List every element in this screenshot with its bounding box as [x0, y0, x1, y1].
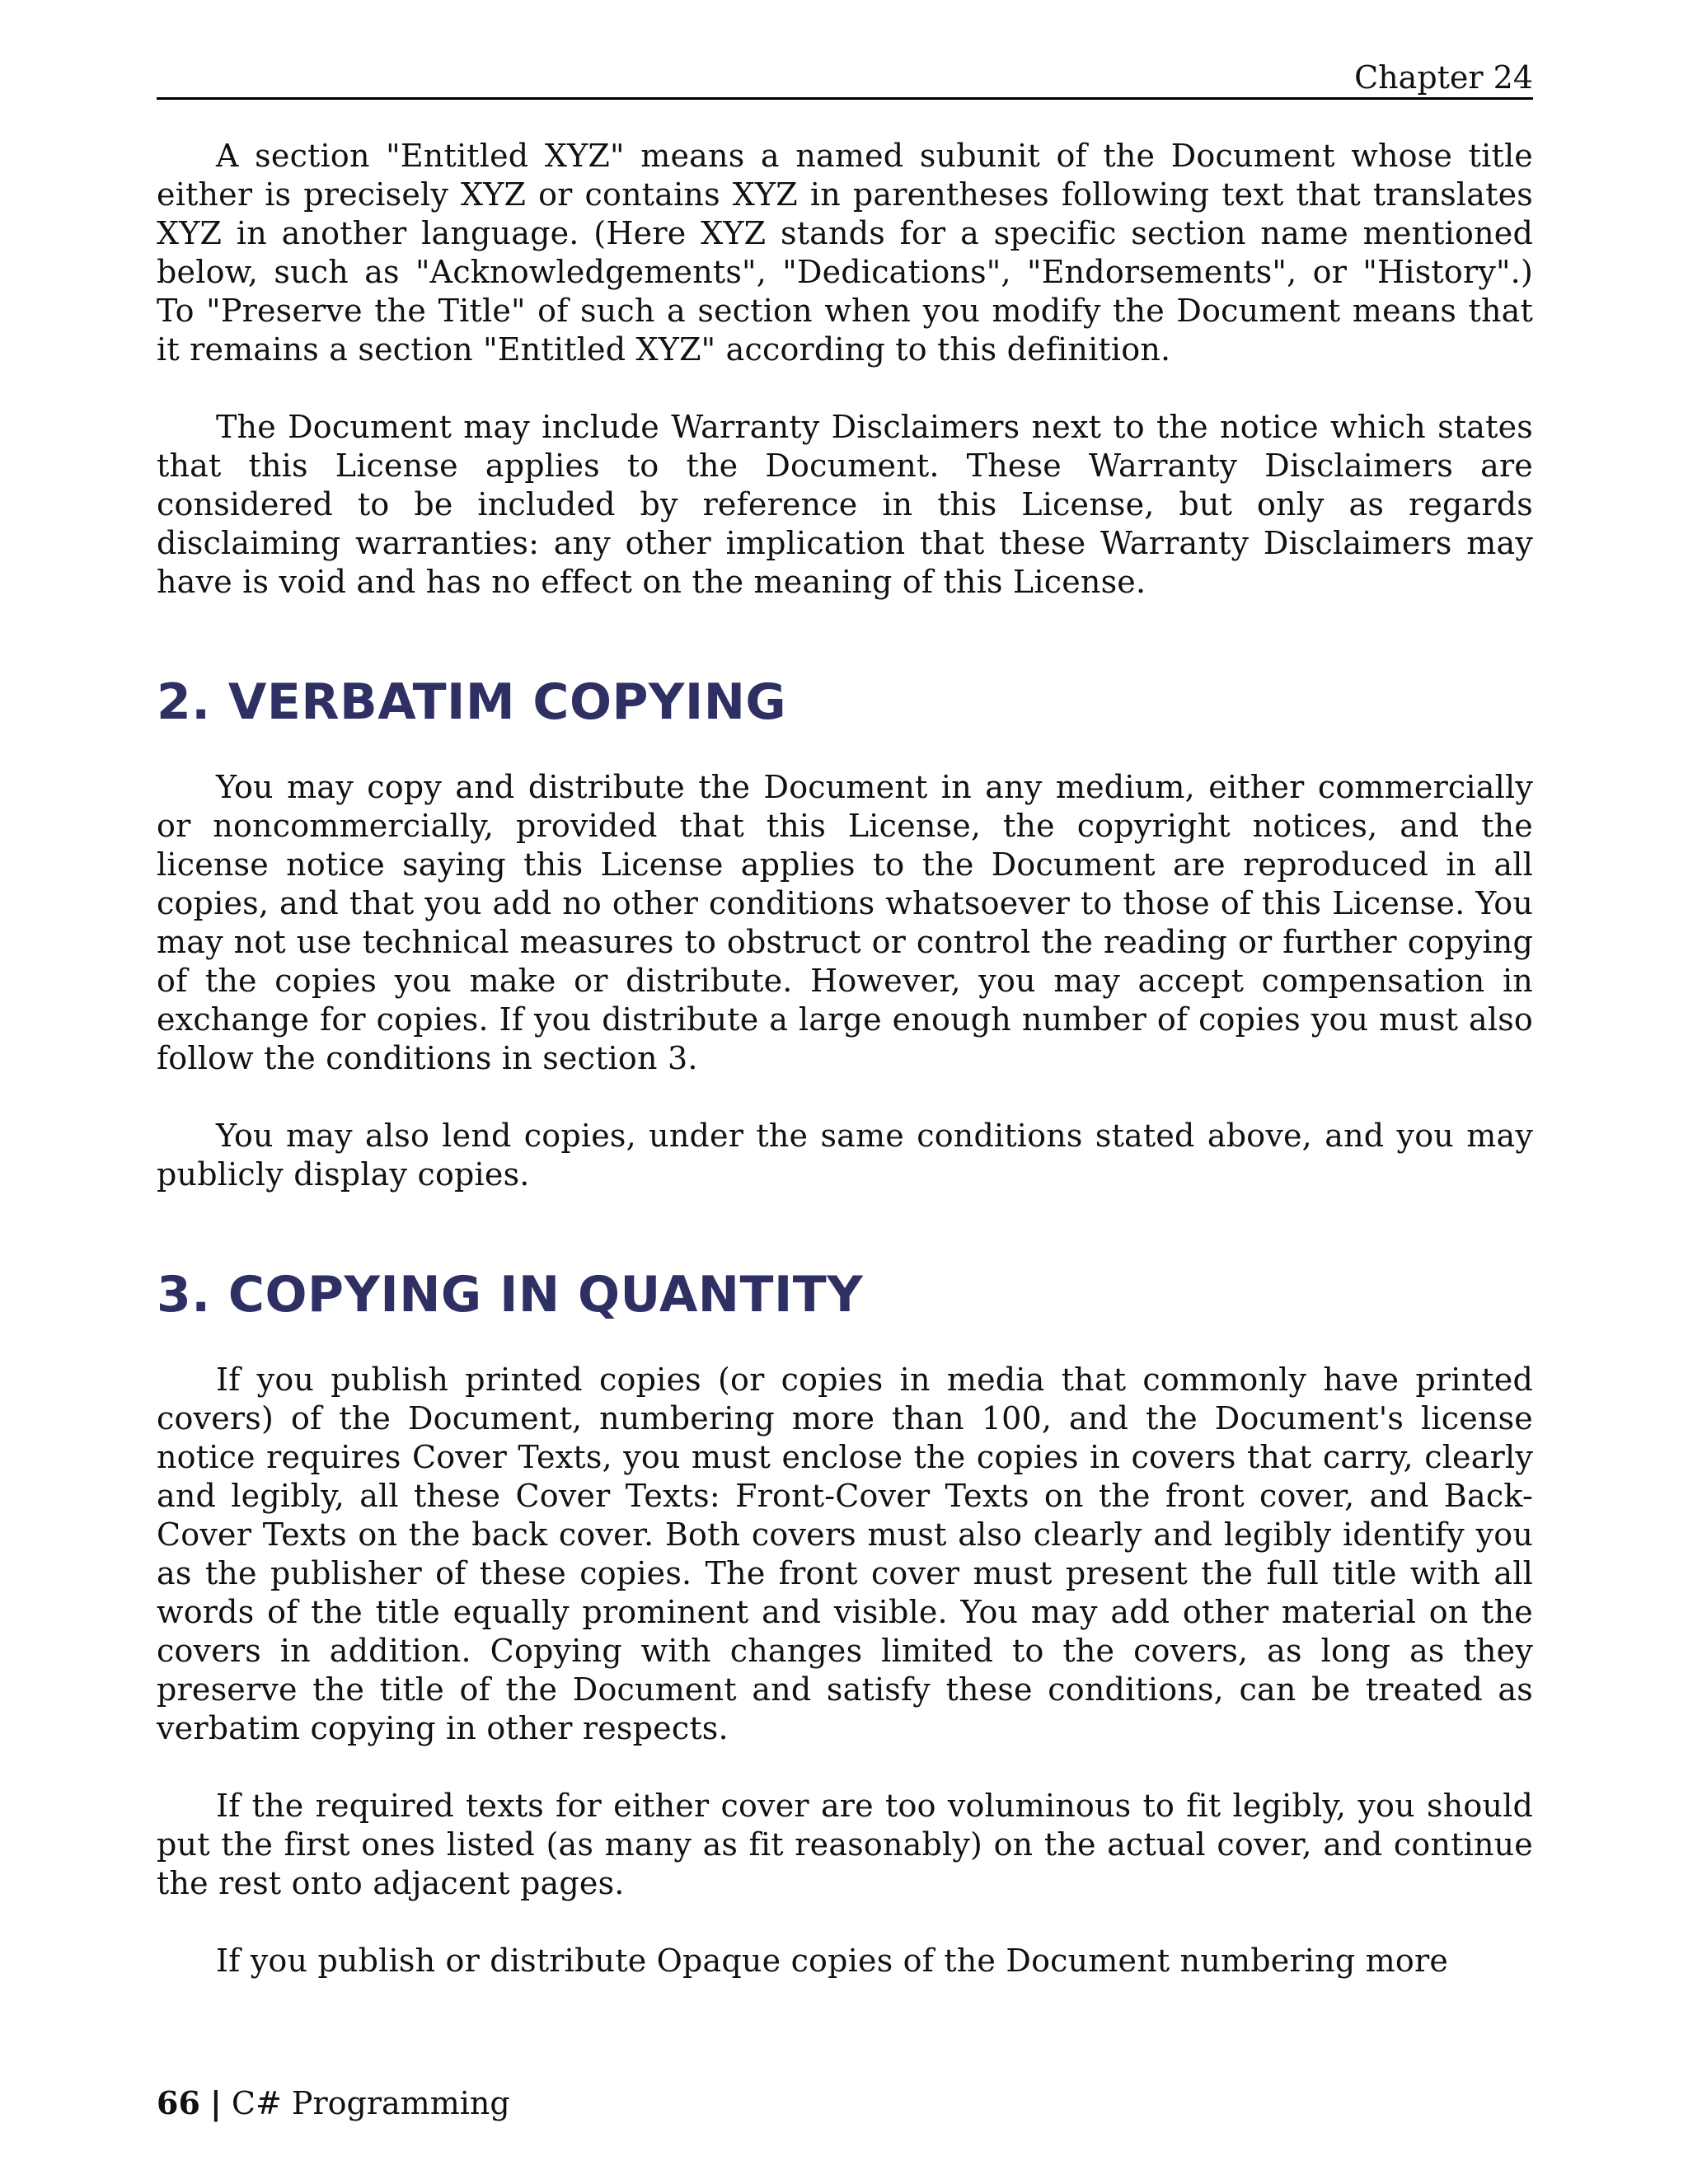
paragraph-verbatim-copying: You may copy and distribute the Document in any medium, either commercially or noncommercially, provided that this License, the copyright notices, and the license notice saying this License applies to the Document are reproduced in all copies, and that you add no other conditions whatsoever to those of this License. You may not use technical measures to obstruct or control the reading or further copying of the copies you make or distribute. However, you may accept compensation in exchange for copies. If you distribute a large enough number of copies you must also follow the conditions in section 3. — [157, 769, 1533, 1076]
paragraph-voluminous-texts: If the required texts for either cover are too voluminous to fit legibly, you should put the first ones listed (as many as fit reasonably) on the actual cover, and continue the rest onto adjacent pages. — [157, 1788, 1533, 1901]
page-header — [157, 58, 1533, 100]
section-heading-copying-in-quantity: 3. COPYING IN QUANTITY — [157, 1266, 864, 1324]
paragraph-printed-copies: If you publish printed copies (or copies in media that commonly have printed covers) of the Document, numbering more than 100, and the Document's license notice requires Cover Texts, you must enclose the copies in covers that carry, clearly and legibly, all these Cover Texts: Front-Cover Texts on the front cover, and Back-Cover Texts on the back cover. Both covers must also clearly and legibly identify you as the publisher of these copies. The front cover must present the full title with all words of the title equally prominent and visible. You may add other material on the covers in addition. Copying with changes limited to the covers, as long as they preserve the title of the Document and satisfy these conditions, can be treated as verbatim copying in other respects. — [157, 1361, 1533, 1746]
page-body — [157, 137, 1533, 1980]
paragraph-warranty-disclaimers: The Document may include Warranty Disclaimers next to the notice which states that this License applies to the Document. These Warranty Disclaimers are considered to be included by reference in this License, but only as regards disclaiming warranties: any other implication that these Warranty Disclaimers may have is void and has no effect on the meaning of this License. — [157, 409, 1533, 600]
paragraph-lend-copies: You may also lend copies, under the same conditions stated above, and you may publicly display copies. — [157, 1118, 1533, 1193]
chapter-label: Chapter 24 — [1354, 59, 1533, 96]
paragraph-entitled-xyz: A section "Entitled XYZ" means a named subunit of the Document whose title either is precisely XYZ or contains XYZ in parentheses following text that translates XYZ in another language. (Here XYZ stands for a specific section name mentioned below, such as "Acknowledgements", "Dedications", "Endorsements", or "History".) To "Preserve the Title" of such a section when you modify the Document means that it remains a section "Entitled XYZ" according to this definition. — [157, 138, 1533, 368]
paragraph-opaque-copies: If you publish or distribute Opaque copies of the Document numbering more — [216, 1943, 1449, 1979]
section-heading-verbatim-copying: 2. VERBATIM COPYING — [157, 673, 787, 731]
page-number: 66 — [157, 2084, 200, 2121]
footer-separator: | — [209, 2084, 222, 2121]
book-title: C# Programming — [231, 2085, 510, 2121]
page-footer — [157, 2083, 510, 2123]
